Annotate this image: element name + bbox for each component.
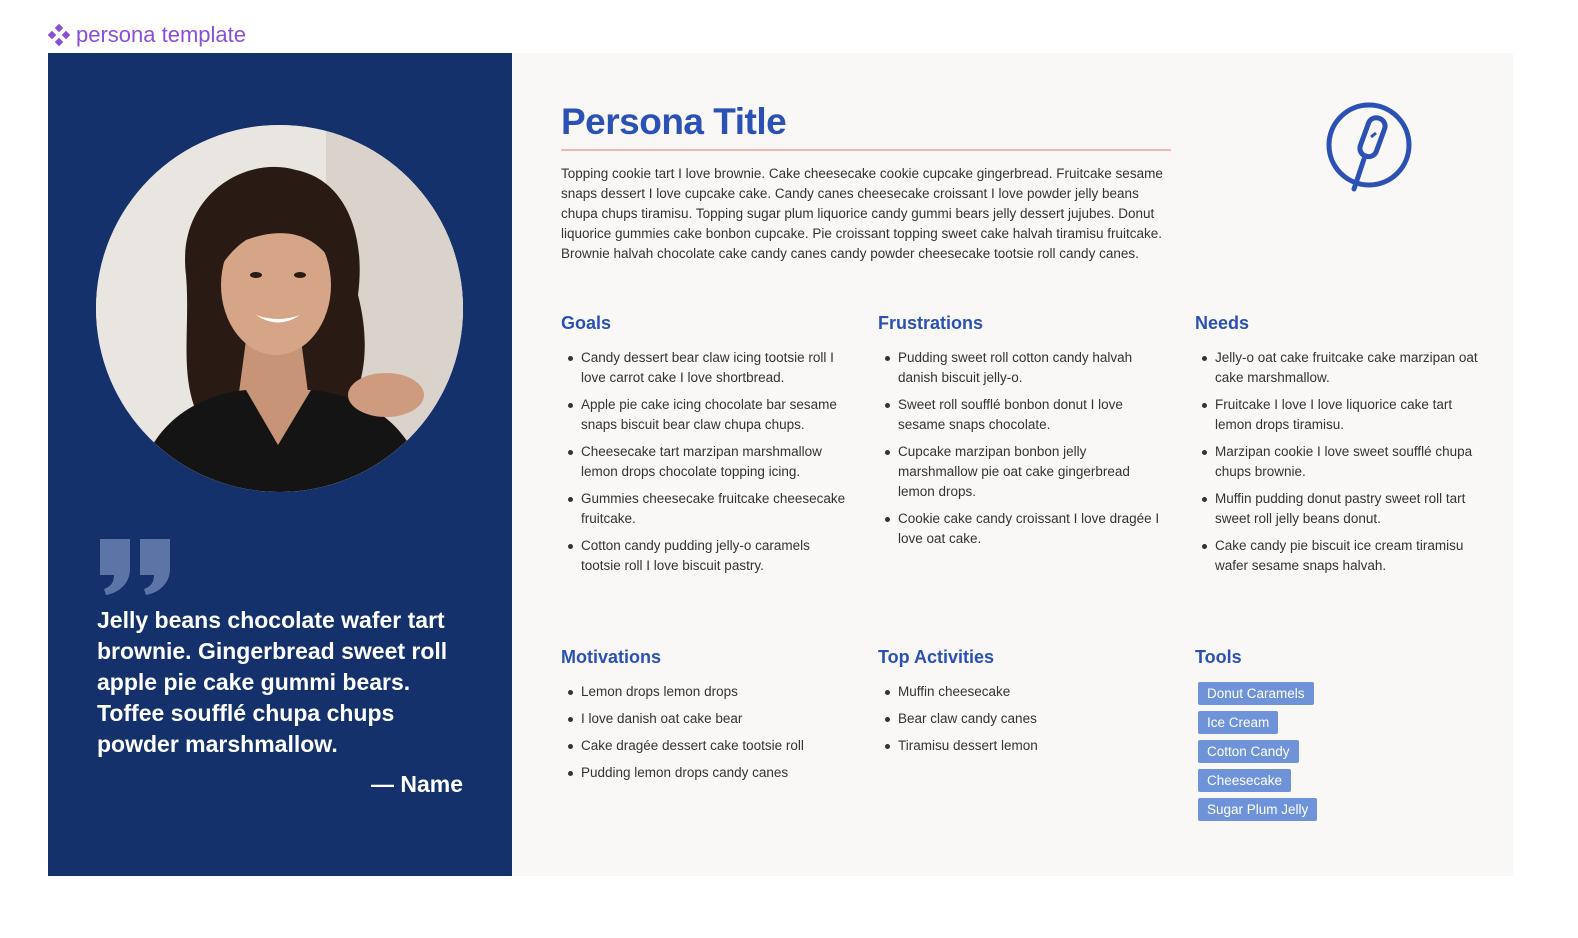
tools-section xyxy=(1195,647,1485,821)
list-item: Marzipan cookie I love sweet soufflé chupa chups brownie. xyxy=(1195,442,1485,482)
persona-quote: Jelly beans chocolate wafer tart brownie. Gingerbread sweet roll apple pie cake gummi bears. Toffee soufflé chupa chups powder marshmallow. xyxy=(97,607,448,757)
tools-heading: Tools xyxy=(1195,647,1242,667)
list-item: Muffin cheesecake xyxy=(878,682,1168,702)
goals-heading: Goals xyxy=(561,313,612,333)
tool-tag: Ice Cream xyxy=(1198,711,1278,734)
activities-section xyxy=(878,647,1168,763)
needs-heading: Needs xyxy=(1195,313,1250,333)
goals-section xyxy=(561,313,851,583)
list-item: Cake dragée dessert cake tootsie roll xyxy=(561,736,851,756)
list-item: Cheesecake tart marzipan marshmallow lemon drops chocolate topping icing. xyxy=(561,442,851,482)
avatar-photo xyxy=(96,125,463,492)
persona-frame xyxy=(48,53,1513,876)
list-item: Muffin pudding donut pastry sweet roll tart sweet roll jelly beans donut. xyxy=(1195,489,1485,529)
motivations-section xyxy=(561,647,851,790)
list-item: Sweet roll soufflé bonbon donut I love sesame snaps chocolate. xyxy=(878,395,1168,435)
needs-section xyxy=(1195,313,1485,583)
list-item: Gummies cheesecake fruitcake cheesecake fruitcake. xyxy=(561,489,851,529)
list-item: Fruitcake I love I love liquorice cake tart lemon drops tiramisu. xyxy=(1195,395,1485,435)
quote-icon xyxy=(96,539,174,595)
persona-sidebar xyxy=(48,53,512,876)
tools-tags xyxy=(1198,682,1485,821)
list-item: Pudding sweet roll cotton candy halvah danish biscuit jelly-o. xyxy=(878,348,1168,388)
persona-details xyxy=(512,53,1513,876)
popsicle-icon xyxy=(1324,99,1414,194)
frame-label[interactable] xyxy=(48,22,246,48)
list-item: Cake candy pie biscuit ice cream tiramisu wafer sesame snaps halvah. xyxy=(1195,536,1485,576)
component-icon xyxy=(48,24,70,46)
title-divider xyxy=(561,149,1171,151)
list-item: Tiramisu dessert lemon xyxy=(878,736,1168,756)
tool-tag: Cheesecake xyxy=(1198,769,1291,792)
frustrations-heading: Frustrations xyxy=(878,313,984,333)
list-item: Jelly-o oat cake fruitcake cake marzipan oat cake marshmallow. xyxy=(1195,348,1485,388)
avatar xyxy=(96,125,463,492)
quote-author: — Name xyxy=(370,771,463,797)
page-title: Persona Title xyxy=(561,101,787,142)
list-item: Cupcake marzipan bonbon jelly marshmallow pie oat cake gingerbread lemon drops. xyxy=(878,442,1168,502)
persona-intro: Topping cookie tart I love brownie. Cake cheesecake cookie cupcake gingerbread. Fruitcake sesame snaps dessert I love cupcake cake. Candy canes cheesecake croissant I love powder jelly beans chupa chups tiramisu. Topping sugar plum liquorice candy gummi bears jelly dessert jujubes. Donut liquorice gummies cake bonbon cupcake. Pie croissant topping sweet cake halvah tiramisu fruitcake. Brownie halvah chocolate cake candy canes candy powder cheesecake tootsie roll candy canes. xyxy=(561,166,1163,261)
list-item: Apple pie cake icing chocolate bar sesame snaps biscuit bear claw chupa chups. xyxy=(561,395,851,435)
frustrations-section xyxy=(878,313,1168,556)
list-item: Cotton candy pudding jelly-o caramels tootsie roll I love biscuit pastry. xyxy=(561,536,851,576)
motivations-heading: Motivations xyxy=(561,647,662,667)
tool-tag: Sugar Plum Jelly xyxy=(1198,798,1317,821)
list-item: Lemon drops lemon drops xyxy=(561,682,851,702)
tool-tag: Donut Caramels xyxy=(1198,682,1314,705)
frame-label-text: persona template xyxy=(76,22,246,47)
list-item: Candy dessert bear claw icing tootsie roll I love carrot cake I love shortbread. xyxy=(561,348,851,388)
list-item: I love danish oat cake bear xyxy=(561,709,851,729)
list-item: Pudding lemon drops candy canes xyxy=(561,763,851,783)
activities-heading: Top Activities xyxy=(878,647,995,667)
tool-tag: Cotton Candy xyxy=(1198,740,1299,763)
list-item: Bear claw candy canes xyxy=(878,709,1168,729)
list-item: Cookie cake candy croissant I love dragée I love oat cake. xyxy=(878,509,1168,549)
